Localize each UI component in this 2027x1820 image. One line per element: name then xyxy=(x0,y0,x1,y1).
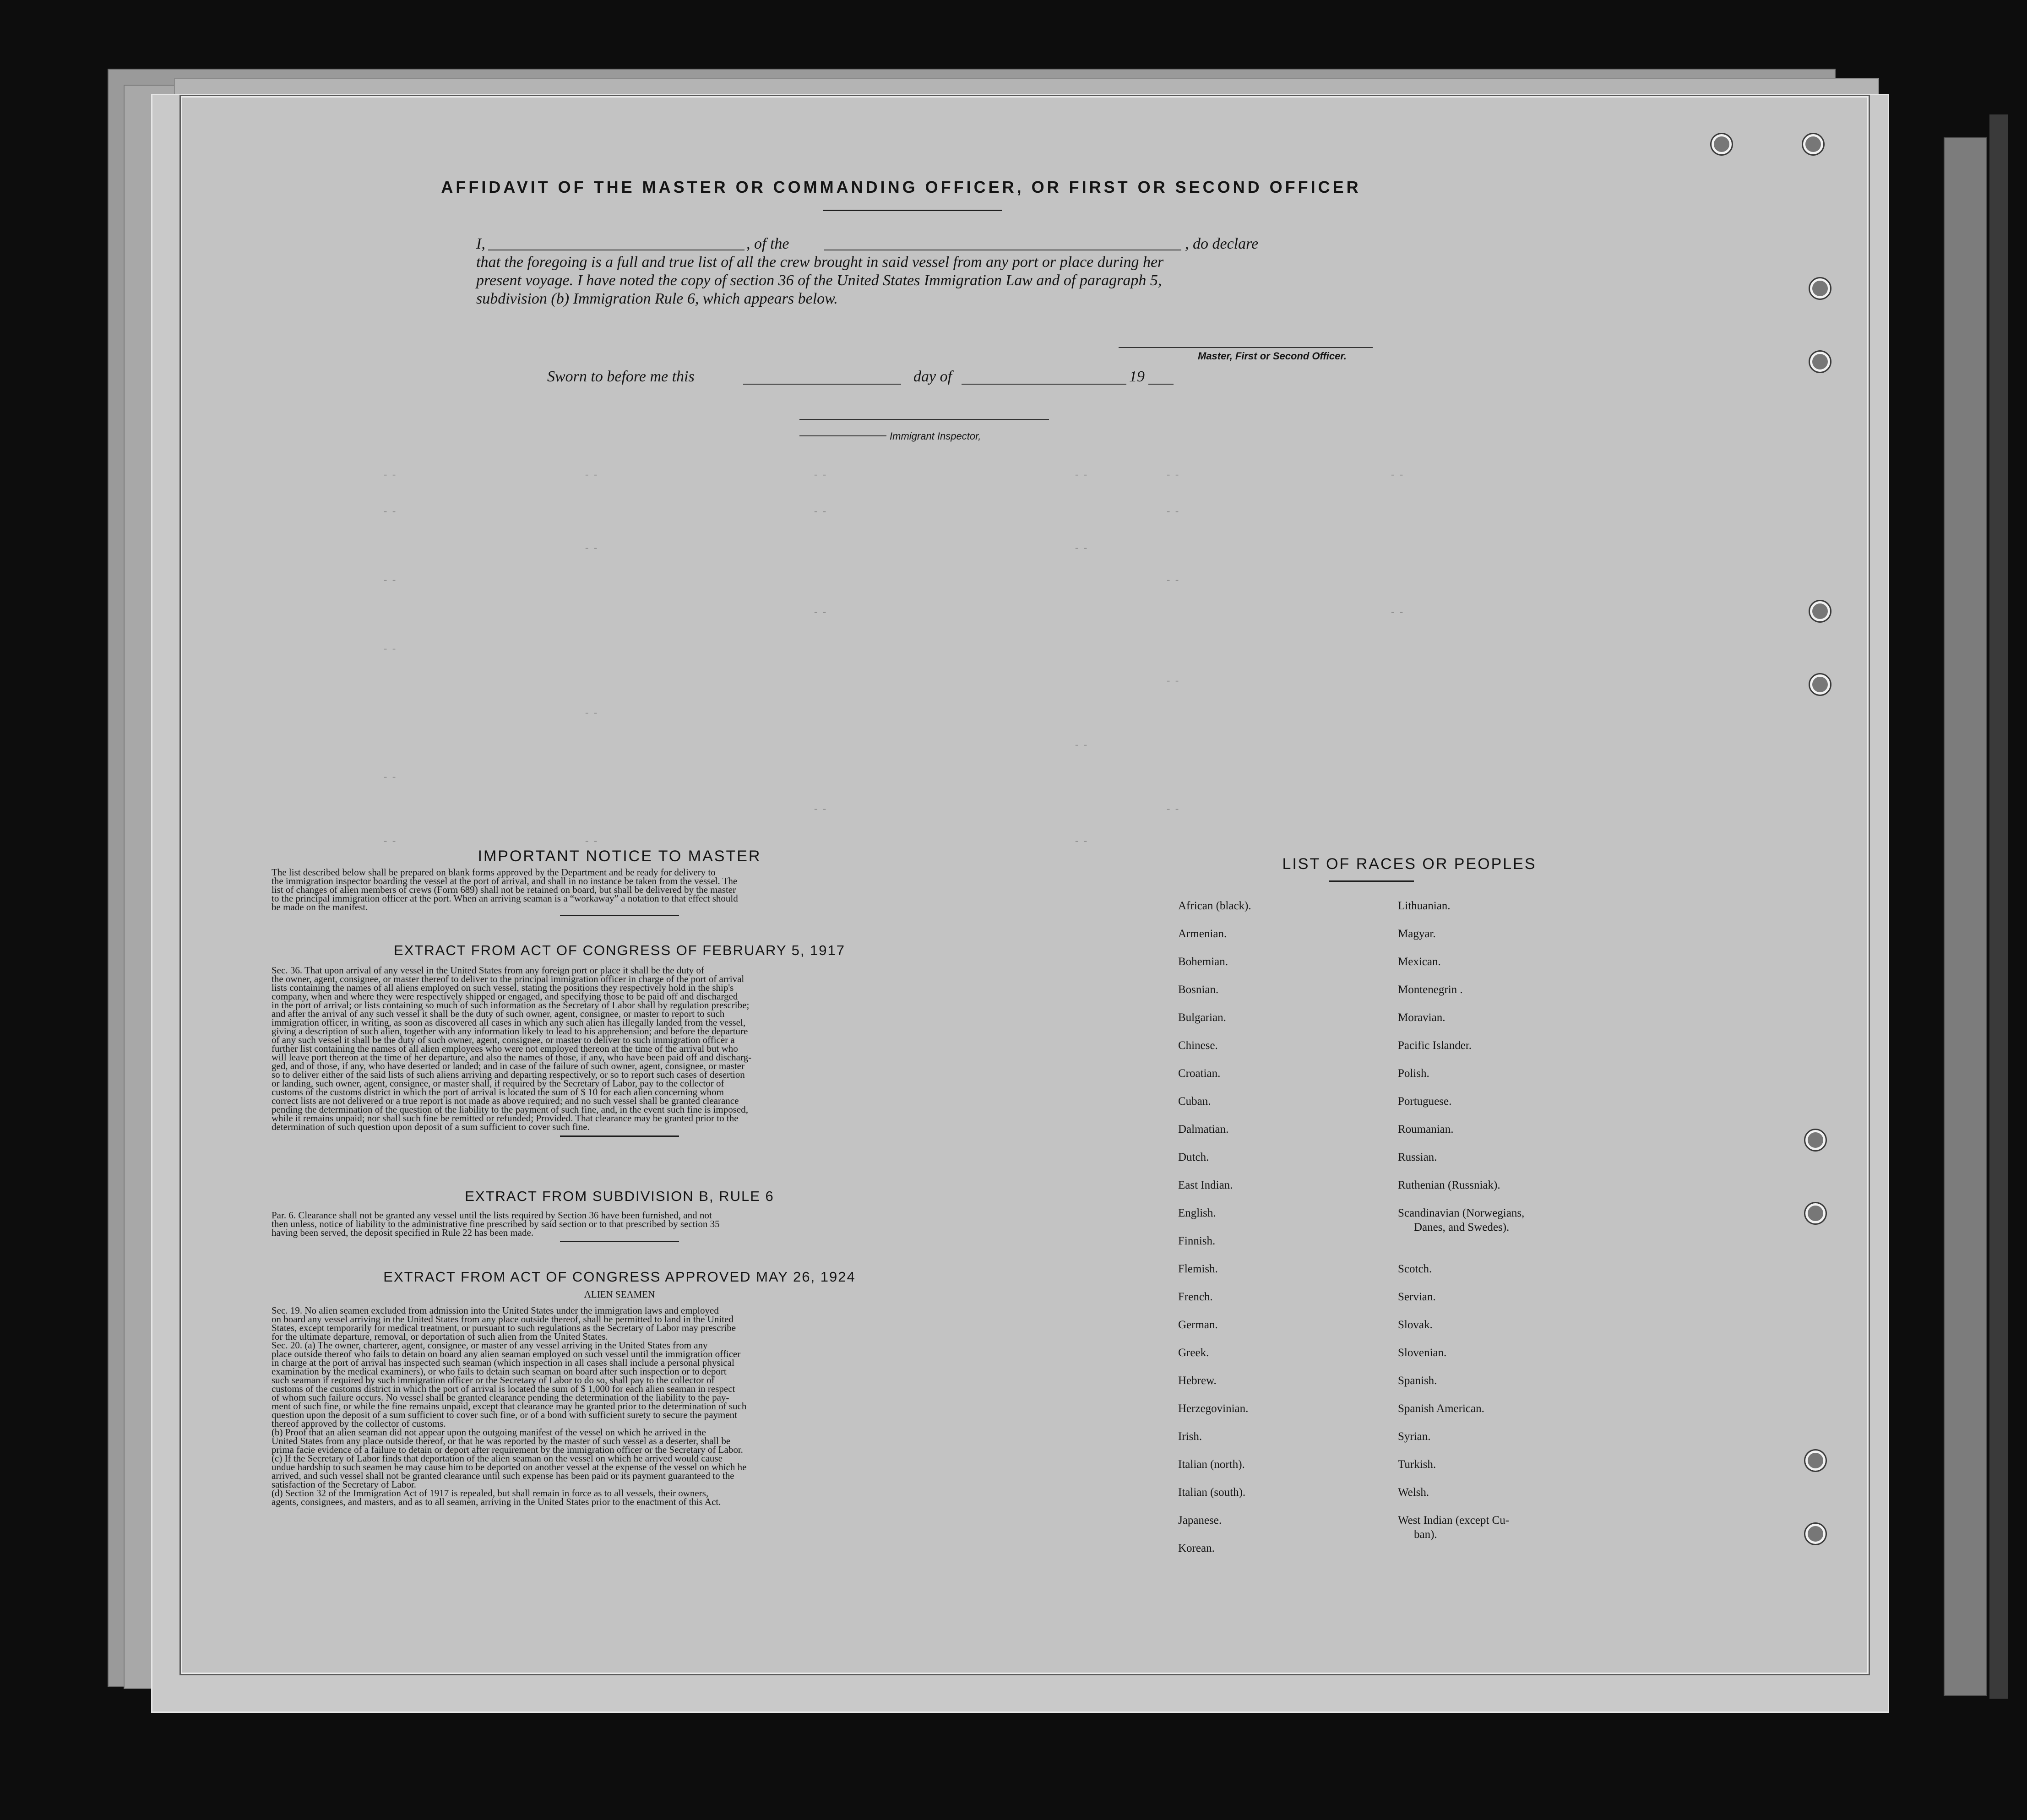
extract-1917-line: determination of such question upon deposit of a sum sufficient to cover such fine. xyxy=(272,1121,590,1132)
race-item: Magyar. xyxy=(1398,928,1436,940)
race-item: Spanish. xyxy=(1398,1375,1437,1387)
extract-1924-line: ment of such fine, or while the fine remains unpaid, except that clearance may be granted prior to the determination of such xyxy=(272,1401,747,1412)
master-signature-label: Master, First or Second Officer. xyxy=(1198,350,1347,362)
binder-hole xyxy=(1810,352,1830,372)
notice-line: to the principal immigration officer at the port. When an arriving seaman is a “workaway” a notation to that effect should xyxy=(272,893,738,904)
race-item: ban). xyxy=(1414,1528,1437,1541)
extract-1924-line: States, except temporarily for medical treatment, or pursuant to such regulations as the Secretary of Labor may prescribe xyxy=(272,1322,736,1333)
extract-1924-line: for the ultimate departure, removal, or deportation of such alien from the United States. xyxy=(272,1331,608,1342)
race-item: German. xyxy=(1178,1319,1218,1331)
declaration-line-2: that the foregoing is a full and true list of all the crew brought in said vessel from any port or place during her xyxy=(476,254,1164,271)
race-item: Turkish. xyxy=(1398,1458,1436,1471)
extract-1917-line: correct lists are not delivered or a true report is not made as above required; and no such vessel shall be granted clearance xyxy=(272,1095,739,1106)
race-item: Montenegrin . xyxy=(1398,983,1463,996)
extract-1924-line: such seaman if required by such immigration officer or the Secretary of Labor to do so, shall pay to the collector of xyxy=(272,1375,715,1385)
extract-1917-line: immigration officer, in writing, as soon as discovered all cases in which any such alien has illegally landed from the vessel, xyxy=(272,1017,746,1028)
extract-1924-subtitle: ALIEN SEAMEN xyxy=(584,1289,655,1300)
extract-1924-line: (b) Proof that an alien seaman did not appear upon the outgoing manifest of the vessel on which he arrived in the xyxy=(272,1427,706,1438)
extract-1917-line: in the port of arrival; or lists containing so much of such information as the Secretary of Labor shall by regulation prescribe; xyxy=(272,1000,750,1011)
race-item: Bohemian. xyxy=(1178,956,1228,968)
declaration-do-declare: , do declare xyxy=(1185,235,1259,252)
race-item: Dalmatian. xyxy=(1178,1123,1229,1135)
race-item: Spanish American. xyxy=(1398,1402,1484,1415)
race-item: West Indian (except Cu- xyxy=(1398,1514,1510,1527)
binder-hole xyxy=(1803,134,1823,154)
race-item: Roumanian. xyxy=(1398,1123,1454,1135)
extract-1917-line: the owner, agent, consignee, or master thereof to deliver to the principal immigration officer in charge of the port of arrival xyxy=(272,973,745,984)
race-item: Pacific Islander. xyxy=(1398,1039,1472,1052)
binder-hole xyxy=(1712,134,1732,154)
extract-1924-line: Sec. 20. (a) The owner, charterer, agent, consignee, or master of any vessel arriving in the United States from any xyxy=(272,1340,708,1351)
extract-1917-line: giving a description of such alien, together with any information likely to lead to his apprehension; and before the departure xyxy=(272,1026,748,1037)
extract-1917-line: and after the arrival of any such vessel it shall be the duty of such owner, agent, consignee, or master to report to such xyxy=(272,1008,725,1019)
race-item: Ruthenian (Russniak). xyxy=(1398,1179,1500,1191)
year-blank[interactable] xyxy=(1148,384,1174,385)
race-item: Chinese. xyxy=(1178,1039,1218,1052)
race-item: Mexican. xyxy=(1398,956,1441,968)
race-item: Moravian. xyxy=(1398,1011,1446,1024)
extract-1924-line: prima facie evidence of a failure to detain or deport after requirement by the immigration officer or the Secretary of Labor. xyxy=(272,1444,743,1455)
race-item: Polish. xyxy=(1398,1067,1429,1080)
extract-1917-line: company, when and where they were respectively shipped or engaged, and specifying those to be paid off and discharged xyxy=(272,991,738,1002)
race-item: Bulgarian. xyxy=(1178,1011,1226,1024)
extract-1924-line: question upon the deposit of a sum sufficient to cover such fine, or of a bond with sufficient surety to secure the payment xyxy=(272,1409,737,1420)
extract-1924-line: (d) Section 32 of the Immigration Act of 1917 is repealed, but shall remain in force as to all vessels, their owners, xyxy=(272,1488,709,1499)
notice-line: list of changes of alien members of crews (Form 689) shall not be retained on board, but shall be delivered by the master xyxy=(272,884,736,895)
race-item: East Indian. xyxy=(1178,1179,1233,1191)
race-item: Greek. xyxy=(1178,1347,1209,1359)
races-title: LIST OF RACES OR PEOPLES xyxy=(1282,855,1537,873)
extract-1924-line: customs of the customs district in which the port of arrival is located the sum of $ 1,000 for each alien seaman in respect xyxy=(272,1383,735,1394)
sworn-month-blank[interactable] xyxy=(962,384,1126,385)
binder-spine xyxy=(1989,114,2008,1699)
extract-rule6-line: then unless, notice of liability to the administrative fine prescribed by said section or to that prescribed by section 35 xyxy=(272,1218,720,1229)
extract-1924-line: in charge at the port of arrival has inspected such seaman (which inspection in all cases shall include a personal physical xyxy=(272,1357,734,1368)
notice-line: The list described below shall be prepared on blank forms approved by the Department and be ready for delivery to xyxy=(272,867,716,878)
extract-1924-line: thereof approved by the collector of customs. xyxy=(272,1418,446,1429)
race-item: Herzegovinian. xyxy=(1178,1402,1249,1415)
notice-line: be made on the manifest. xyxy=(272,902,368,913)
race-item: Japanese. xyxy=(1178,1514,1222,1527)
sworn-label: Sworn to before me this xyxy=(547,368,695,385)
extract-1924-line: place outside thereof who fails to detain on board any alien seaman employed on such vessel until the immigration officer xyxy=(272,1348,741,1359)
extract-1917-line: while it remains unpaid; nor shall such fine be remitted or refunded; Provided. That clearance may be granted prior to the xyxy=(272,1113,739,1124)
extract-1924-line: agents, consignees, and masters, and as to all seamen, arriving in the United States prior to the enactment of this Act. xyxy=(272,1496,721,1507)
race-item: Hebrew. xyxy=(1178,1375,1217,1387)
race-item: Italian (south). xyxy=(1178,1486,1246,1499)
binder-hole xyxy=(1805,1130,1826,1150)
extract-1917-line: will leave port thereon at the time of her departure, and also the names of those, if any, who have been paid off and discharg- xyxy=(272,1052,752,1063)
declaration-line-3: present voyage. I have noted the copy of section 36 of the United States Immigration Law and of paragraph 5, xyxy=(476,272,1162,289)
race-item: Slovenian. xyxy=(1398,1347,1447,1359)
race-item: Slovak. xyxy=(1398,1319,1433,1331)
race-item: Russian. xyxy=(1398,1151,1437,1163)
declaration-line-4: subdivision (b) Immigration Rule 6, which appears below. xyxy=(476,290,838,307)
race-item: Dutch. xyxy=(1178,1151,1209,1163)
extract-1924-line: satisfaction of the Secretary of Labor. xyxy=(272,1479,417,1490)
extract-1917-line: or landing, such owner, agent, consignee, or master shall, if required by the Secretary of Labor, pay to the collector of xyxy=(272,1078,724,1089)
binder-hole xyxy=(1810,674,1830,695)
extract-1924-line: (c) If the Secretary of Labor finds that deportation of the alien seaman on the vessel on which he arrived would cause xyxy=(272,1453,723,1464)
extract-1924-line: of whom such failure occurs. No vessel shall be granted clearance pending the determination of the liability to the pay- xyxy=(272,1392,729,1403)
extract-1917-line: ged, and of those, if any, who have deserted or landed; and in case of the failure of such owner, agent, consignee, or master xyxy=(272,1060,745,1071)
extract-1917-line: Sec. 36. That upon arrival of any vessel in the United States from any foreign port or place it shall be the duty of xyxy=(272,965,704,976)
binder-hole xyxy=(1810,278,1830,299)
day-of-label: day of xyxy=(913,368,952,385)
race-item: Danes, and Swedes). xyxy=(1414,1221,1510,1233)
binder-hole xyxy=(1805,1451,1826,1471)
extract-1924-line: Sec. 19. No alien seamen excluded from admission into the United States under the immigration laws and employed xyxy=(272,1305,719,1316)
notice-title: IMPORTANT NOTICE TO MASTER xyxy=(478,848,761,865)
race-item: French. xyxy=(1178,1291,1213,1303)
extract-rule6-line: having been served, the deposit specified in Rule 22 has been made. xyxy=(272,1227,534,1238)
manifest-page: - - - - - - - - - - - - - - - - - - - - - - - - - - - - - - - - - - - - - - - - - - - - - - - - - - AFFIDAVIT OF THE MASTER OR COMMANDING OFFICER, OR FIRST OR SECOND OFFICER I, , of the , do declare that the foregoing is a full and true list of all the crew brought in said vessel from any port or place during her present voyage. I have noted the copy of section 36 of the United States Immigration Law and of paragraph 5, subdivision (b) Immigration Rule 6, which appears below. Master, First or Second Officer. Sworn to before me this day of 19 Immigrant Inspector, IMPORTANT NOTICE TO MASTER The list described below shall be prepared on blank forms approved by the Department and be ready for delivery to the immigration inspector boarding the vessel at the port of arrival, and shall in no instance be taken from the vessel. The list of changes of alien members of crews (Form 689) shall not be retained on board, but shall be delivered by the master to the principal immigration officer at the port. When an arriving seaman is a “workaway” a notation to that effect should be made on the manifest. EXTRACT FROM ACT OF CONGRESS OF FEBRUARY 5, 1917 Sec. 36. That upon arrival of any vessel in the United States from any foreign port or place it shall be the duty of the owner, agent, consignee, or master thereof to deliver to the principal immigration officer in charge of the port of arrival lists containing the names of all aliens employed on such vessel, stating the positions they respectively hold in the ship's company, when and where they were respectively shipped or engaged, and specifying those to be paid off and discharged in the port of arrival; or lists containing so much of such information as the Secretary of Labor shall by regulation prescribe; and after the arrival of any such vessel it shall be the duty of such owner, agent, consignee, or master to report to such immigration officer, in writing, as soon as discovered all cases in which any such alien has illegally landed from the vessel, giving a description of such alien, together with any information likely to lead to his apprehension; and before the departure of any such vessel it shall be the duty of such owner, agent, consignee, or master to deliver to such immigration officer a further list containing the names of all alien employees who were not employed thereon at the time of the arrival but who will leave port thereon at the time of her departure, and also the names of those, if any, who have been paid off and discharg- ged, and of those, if any, who have deserted or landed; and in case of the failure of such owner, agent, consignee, or master so to deliver either of the said lists of such aliens arriving and departing respectively, or so to report such cases of desertion or landing, such owner, agent, consignee, or master shall, if required by the Secretary of Labor, pay to the collector of customs of the customs district in which the port of arrival is located the sum of $ 10 for each alien concerning whom correct lists are not delivered or a true report is not made as above required; and no such vessel shall be granted clearance pending the determination of the question of the liability to the payment of such fine, and, in the event such fine is imposed, while it remains unpaid; nor shall such fine be remitted or refunded; Provided. That clearance may be granted prior to the determination of such question upon deposit of a sum sufficient to cover such fine. EXTRACT FROM SUBDIVISION B, RULE 6 Par. 6. Clearance shall not be granted any vessel until the lists required by Section 36 have been furnished, and not then unless, notice of liability to the administrative fine prescribed by said section or to that prescribed by section 35 having been served, the deposit specified in Rule 22 has been made. EXTRACT FROM ACT OF CONGRESS APPROVED MAY 26, 1924 ALIEN SEAMEN Sec. 19. No alien seamen excluded from admission into the United States under the immigration laws and employed on board any vessel arriving in the United States from any place outside thereof, shall be permitted to land in the United States, except temporarily for medical treatment, or pursuant to such regulations as the Secretary of Labor may prescribe for the ultimate departure, removal, or deportation of such alien from the United States. Sec. 20. (a) The owner, charterer, agent, consignee, or master of any vessel arriving in the United States from any place outside thereof who fails to detain on board any alien seaman employed on such vessel until the immigration officer in charge at the port of arrival has inspected such seaman (which inspection in all cases shall include a personal physical examination by the medical examiners), or who fails to detain such seaman on board after such inspection or to deport such seaman if required by such immigration officer or the Secretary of Labor to do so, shall pay to the collector of customs of the customs district in which the port of arrival is located the sum of $ 1,000 for each alien seaman in respect of whom such failure occurs. No vessel shall be granted clearance pending the determination of the liability to the pay- ment of such fine, or while the fine remains unpaid, except that clearance may be granted prior to the determination of such question upon the deposit of a sum sufficient to cover such fine, or of a bond with sufficient surety to secure the payment thereof approved by the collector of customs. (b) Proof that an alien seaman did not appear upon the outgoing manifest of the vessel on which he arrived in the United States from any place outside thereof, or that he was reported by the master of such vessel as a deserter, shall be prima facie evidence of a failure to detain or deport after requirement by the immigration officer or the Secretary of Labor. (c) If the Secretary of Labor finds that deportation of the alien seaman on the vessel on which he arrived would cause undue hardship to such seamen he may cause him to be deported on another vessel at the expense of the vessel on which he arrived, and such vessel shall not be granted clearance until such expense has been paid or its payment guaranteed to the satisfaction of the Secretary of Labor. (d) Section 32 of the Immigration Act of 1917 is repealed, but shall remain in force as to all vessels, their owners, agents, consignees, and masters, and as to all seamen, arriving in the United States prior to the enactment of this Act. LIST OF RACES OR PEOPLES African (black). Armenian. Bohemian. Bosnian. Bulgarian. Chinese. Croatian. Cuban. Dalmatian. Dutch. East Indian. English. Finnish. Flemish. French. German. Greek. Hebrew. Herzegovinian. Irish. Italian (north). Italian (south). Japanese. Korean. Lithuanian. Magyar. Mexican. Montenegrin . Moravian. Pacific Islander. Polish. Portuguese. Roumanian. Russian. Ruthenian (Russniak). Scandinavian (Norwegians, Danes, and Swedes). Scotch. Servian. Slovak. Slovenian. Spanish. Spanish American. Syrian. Turkish. Welsh. West Indian (except Cu- ban). xyxy=(181,96,1869,1674)
race-item: Flemish. xyxy=(1178,1263,1218,1275)
extract-1924-line: examination by the medical examiners), or who fails to detain such seaman on board after such inspection or to deport xyxy=(272,1366,727,1377)
inspector-signature-line-lower xyxy=(799,435,886,436)
race-item: Bosnian. xyxy=(1178,983,1219,996)
sworn-day-blank[interactable] xyxy=(743,384,901,385)
title-underline xyxy=(823,210,1002,211)
extract-1924-line: United States from any place outside thereof, or that he was reported by the master of such vessel as a deserter, shall be xyxy=(272,1435,731,1446)
race-item: African (black). xyxy=(1178,900,1251,912)
race-item: English. xyxy=(1178,1207,1216,1219)
extract-1924-line: undue hardship to such seamen he may cause him to be deported on another vessel at the expense of the vessel on which he xyxy=(272,1461,747,1472)
extract-1917-line: pending the determination of the question of the liability to the payment of such fine, and, in the event such fine is imposed, xyxy=(272,1104,749,1115)
race-item: Italian (north). xyxy=(1178,1458,1245,1471)
extract-rule6-divider xyxy=(560,1241,679,1242)
race-item: Armenian. xyxy=(1178,928,1227,940)
notice-line: the immigration inspector boarding the vessel at the port of arrival, and shall in no instance be taken from the vessel. The xyxy=(272,875,738,886)
binder-hole xyxy=(1810,601,1830,621)
race-item: Portuguese. xyxy=(1398,1095,1452,1108)
declaration-i-label: I, xyxy=(476,235,485,252)
race-item: Finnish. xyxy=(1178,1235,1216,1247)
inspector-label: Immigrant Inspector, xyxy=(890,430,981,442)
extract-1917-line: so to deliver either of the said lists of such aliens arriving and departing respectively, or so to report such cases of desertion xyxy=(272,1069,745,1080)
inspector-signature-line[interactable] xyxy=(799,419,1049,420)
race-item: Irish. xyxy=(1178,1430,1202,1443)
year-label: 19 xyxy=(1129,368,1145,385)
race-item: Syrian. xyxy=(1398,1430,1431,1443)
extract-rule6-line: Par. 6. Clearance shall not be granted any vessel until the lists required by Section 36 have been furnished, and not xyxy=(272,1210,712,1221)
races-title-underline xyxy=(1329,880,1414,882)
extract-1917-line: of any such vessel it shall be the duty of such owner, agent, consignee, or master to deliver to such immigration officer a xyxy=(272,1034,735,1045)
extract-rule6-title: EXTRACT FROM SUBDIVISION B, RULE 6 xyxy=(465,1188,774,1204)
declaration-of-the: , of the xyxy=(746,235,789,252)
affidavit-title: AFFIDAVIT OF THE MASTER OR COMMANDING OFFICER, OR FIRST OR SECOND OFFICER xyxy=(441,178,1361,196)
race-item: Cuban. xyxy=(1178,1095,1211,1108)
extract-1917-divider xyxy=(560,1135,679,1137)
race-item: Korean. xyxy=(1178,1542,1215,1554)
extract-1924-title: EXTRACT FROM ACT OF CONGRESS APPROVED MAY 26, 1924 xyxy=(383,1269,856,1285)
binder-hole xyxy=(1805,1203,1826,1223)
extract-1924-line: on board any vessel arriving in the United States from any place outside thereof, shall be permitted to land in the United xyxy=(272,1314,734,1325)
race-item: Welsh. xyxy=(1398,1486,1429,1499)
extract-1917-line: lists containing the names of all aliens employed on such vessel, stating the positions they respectively hold in the ship's xyxy=(272,982,734,993)
race-item: Lithuanian. xyxy=(1398,900,1451,912)
binder-hole xyxy=(1805,1524,1826,1544)
race-item: Scandinavian (Norwegians, xyxy=(1398,1207,1525,1219)
binder-edge xyxy=(1944,137,1987,1696)
notice-divider xyxy=(560,915,679,916)
extract-1924-line: arrived, and such vessel shall not be granted clearance until such expense has been paid or its payment guaranteed to the xyxy=(272,1470,734,1481)
extract-1917-title: EXTRACT FROM ACT OF CONGRESS OF FEBRUARY 5, 1917 xyxy=(393,942,846,958)
extract-1917-line: customs of the customs district in which the port of arrival is located the sum of $ 10 for each alien concerning whom xyxy=(272,1087,724,1097)
master-signature-line[interactable] xyxy=(1119,347,1373,348)
race-item: Scotch. xyxy=(1398,1263,1432,1275)
extract-1917-line: further list containing the names of all alien employees who were not employed thereon at the time of the arrival but who xyxy=(272,1043,738,1054)
race-item: Croatian. xyxy=(1178,1067,1221,1080)
race-item: Servian. xyxy=(1398,1291,1436,1303)
